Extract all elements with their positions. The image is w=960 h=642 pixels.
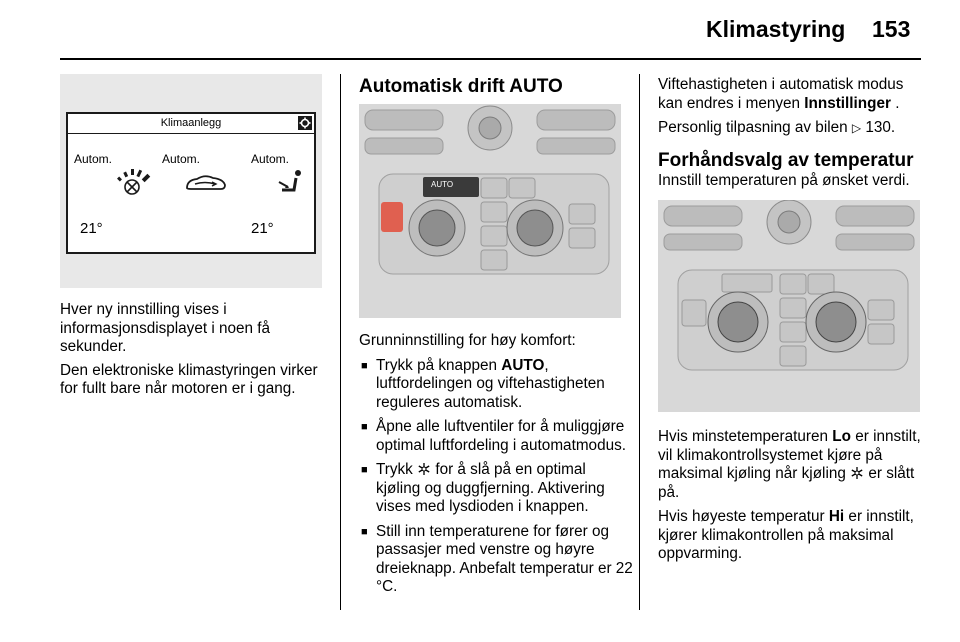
climate-display [66,112,316,254]
paragraph: Personlig tilpasning av bilen ▷ 130. [658,119,896,136]
display-header [68,114,314,134]
list-item: ■ Trykk for å slå på en optimal kjøling og duggfjerning. Aktivering vises med lysdioden i knappen. [359,461,633,517]
list-item: ■ Åpne alle luftventiler for å muliggjøre optimal luftfordeling i automatmodus. [359,418,633,455]
car-recirculation-icon [183,172,229,194]
seat-airflow-icon [276,168,304,198]
snowflake-icon [850,466,864,480]
column-divider [639,74,640,610]
column-divider [340,74,341,610]
display-label-air: Autom. [162,152,201,166]
paragraph: Hver ny innstilling vises i informasjonsdisplayet i noen få sekunder. [60,301,271,355]
page-header-title: Klimastyring [706,16,846,42]
paragraph: Viftehastigheten i automatisk modus kan endres i menyen Innstillinger . [658,76,904,112]
snowflake-icon [417,462,431,476]
display-title: Klimaanlegg [160,117,222,129]
climate-panel-photo-auto [359,104,621,318]
climate-panel-illustration [359,104,621,318]
display-label-seat: Autom. [251,152,290,166]
paragraph: Grunninnstilling for høy komfort: [359,332,576,349]
section-heading: Automatisk drift AUTO [359,76,563,97]
column-2-heading [359,76,627,98]
display-temp-right: 21° [251,220,274,237]
display-label-fan: Autom. [74,152,113,166]
paragraph: Hvis minstetemperaturen Lo er innstilt, vil klimakontrollsystemet kjøre på maksimal kjøling når kjøling er slått på. [658,428,921,501]
column-2-text [359,332,633,597]
column-3-text-top [658,76,924,190]
display-temp-left: 21° [80,220,103,237]
paragraph: Den elektroniske klimastyringen virker for fullt bare når motoren er i gang. [60,361,318,397]
column-1-text [60,301,336,399]
section-heading: Forhåndsvalg av temperatur [658,149,914,171]
header-rule [60,58,921,60]
column-3-text-bottom [658,428,926,564]
climate-panel-illustration [658,200,920,412]
fan-icon [116,168,152,196]
paragraph: Hvis høyeste temperatur Hi er innstilt, kjører klimakontrollen på maksimal oppvarming. [658,508,914,562]
gear-icon [298,116,312,130]
instruction-list [359,357,633,597]
list-item: ■ Still inn temperaturene for fører og passasjer med venstre og høyre dreieknapp. Anbefalt temperatur er 22 °C. [359,523,633,597]
climate-panel-photo-temperature [658,200,920,412]
auto-button-label: AUTO [431,180,454,189]
page-number: 153 [872,16,911,42]
list-item: ■ Trykk på knappen AUTO, luftfordelingen og viftehastigheten reguleres automatisk. [359,357,633,413]
reference-arrow-icon: ▷ [851,121,862,135]
paragraph: Innstill temperaturen på ønsket verdi. [658,171,910,189]
